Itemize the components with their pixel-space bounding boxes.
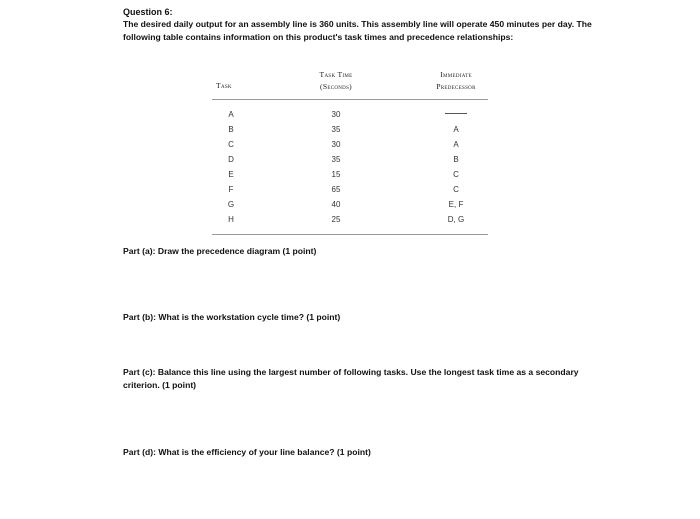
cell-time: 65 [331, 185, 341, 194]
table-header [212, 63, 488, 100]
cell-time: 30 [331, 110, 341, 119]
cell-time: 25 [331, 215, 341, 224]
header-predecessor-line2: Predecessor [436, 82, 476, 91]
header-predecessor [416, 69, 496, 93]
part-d: Part (d): What is the efficiency of your line balance? (1 point) [123, 447, 371, 457]
header-task-time-line2: (Seconds) [320, 82, 352, 91]
cell-task: H [228, 215, 234, 224]
table-row [212, 198, 488, 213]
table-row [212, 183, 488, 198]
cell-predecessor: A [453, 140, 459, 149]
cell-predecessor: B [453, 155, 459, 164]
cell-time: 40 [331, 200, 341, 209]
header-task-time [290, 69, 382, 93]
cell-time: 30 [331, 140, 341, 149]
header-task: Task [216, 81, 232, 90]
question-block [123, 6, 593, 43]
table-row [212, 108, 488, 123]
cell-time: 15 [331, 170, 341, 179]
table-row [212, 138, 488, 153]
cell-predecessor: A [453, 125, 459, 134]
cell-task: D [228, 155, 234, 164]
part-c: Part (c): Balance this line using the largest number of following tasks. Use the longest task time as a secondary criterion. (1 point) [123, 367, 579, 390]
cell-predecessor: C [453, 185, 459, 194]
part-b: Part (b): What is the workstation cycle time? (1 point) [123, 312, 341, 322]
cell-task: C [228, 140, 234, 149]
cell-time: 35 [331, 155, 341, 164]
table-row [212, 213, 488, 228]
cell-time: 35 [331, 125, 341, 134]
question-title: Question 6: [123, 7, 173, 17]
cell-predecessor-none [442, 110, 470, 119]
cell-predecessor: E, F [448, 200, 464, 209]
task-table [212, 63, 488, 235]
cell-predecessor: D, G [447, 215, 465, 224]
header-task-time-line1: Task Time [319, 70, 353, 79]
cell-task: G [227, 200, 235, 209]
cell-task: E [228, 170, 234, 179]
table-row [212, 153, 488, 168]
cell-task: F [228, 185, 234, 194]
cell-task: B [228, 125, 234, 134]
part-a: Part (a): Draw the precedence diagram (1 point) [123, 246, 317, 256]
cell-task: A [228, 110, 234, 119]
question-text: The desired daily output for an assembly line is 360 units. This assembly line will operate 450 minutes per day. The following table contains information on this product's task times and precedence relationships: [123, 19, 592, 42]
table-body [212, 100, 488, 235]
none-dash [445, 113, 467, 114]
table-row [212, 168, 488, 183]
cell-predecessor: C [453, 170, 459, 179]
table-row [212, 123, 488, 138]
header-predecessor-line1: Immediate [440, 70, 472, 79]
